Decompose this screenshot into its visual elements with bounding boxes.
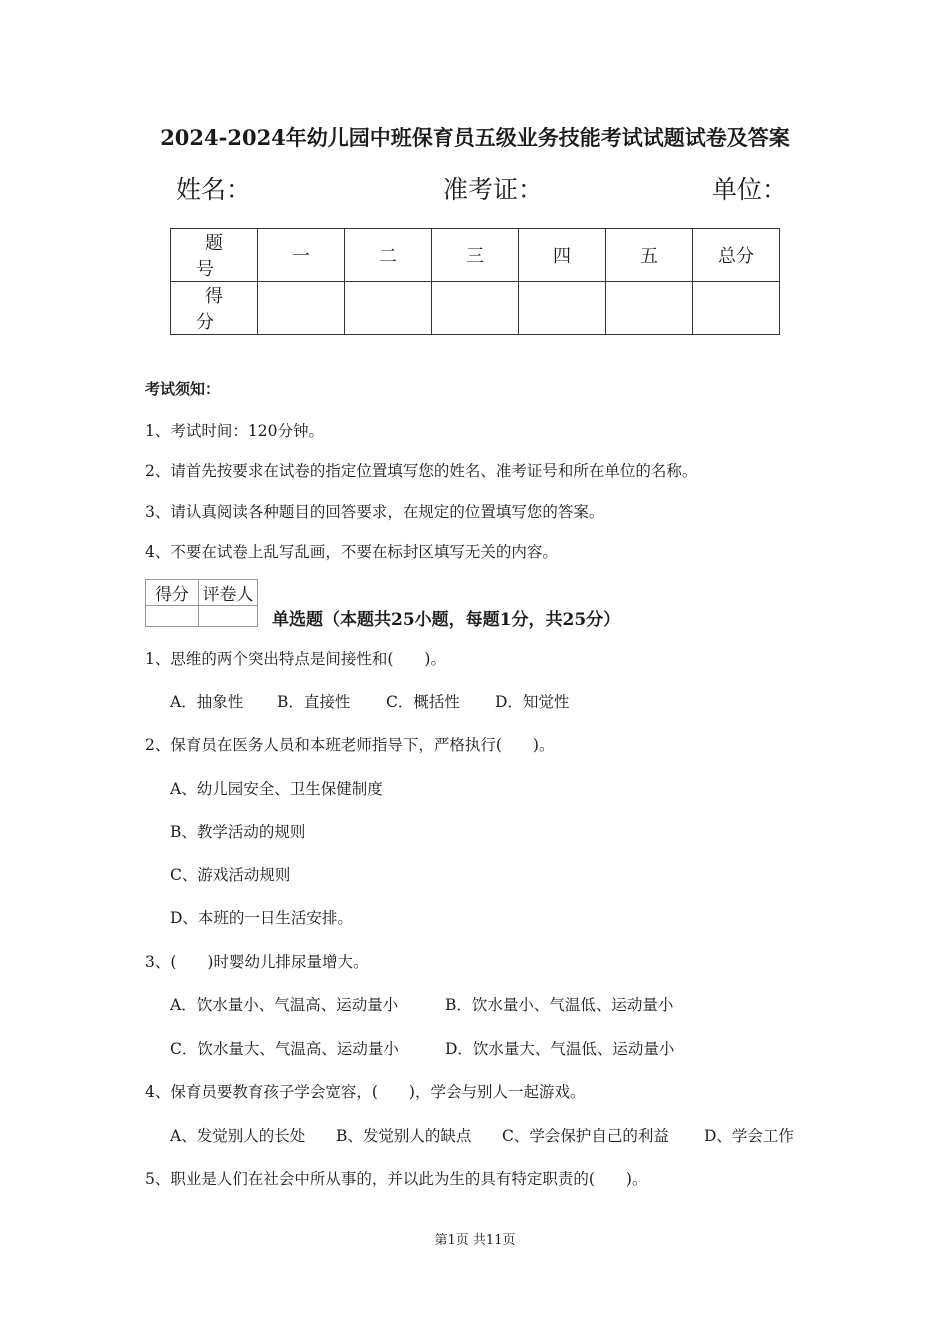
score-table-cell: 五 [606,229,693,282]
question-option: B、发觉别人的缺点 [336,1127,472,1145]
score-table-cell: 四 [519,229,606,282]
question-stem: 3、( )时婴幼儿排尿量增大。 [145,953,369,971]
question-option: C．饮水量大、气温高、运动量小 [170,1040,399,1058]
question-option: B．饮水量小、气温低、运动量小 [445,996,674,1014]
notice-item: 3、请认真阅读各种题目的回答要求，在规定的位置填写您的答案。 [145,503,605,521]
notice-item: 4、不要在试卷上乱写乱画，不要在标封区填写无关的内容。 [145,543,558,561]
score-input-cell[interactable] [693,282,780,335]
question-option: D．饮水量大、气温低、运动量小 [445,1040,675,1058]
page-footer: 第1页 共11页 [434,1233,516,1248]
question-option: D、本班的一日生活安排。 [170,909,353,927]
grader-reviewer-label: 评卷人 [199,580,258,606]
name-field-label: 姓名： [176,175,252,204]
section-title: 单选题（本题共25小题，每题1分，共25分） [272,610,621,630]
notice-title: 考试须知： [145,380,221,398]
question-option: C、游戏活动规则 [170,866,291,884]
score-table-cell: 题号 [171,229,258,282]
grader-box [145,579,258,627]
score-input-cell[interactable] [258,282,345,335]
question-option: B．直接性 [277,693,351,711]
grader-reviewer-cell[interactable] [199,606,258,627]
question-option: C、学会保护自己的利益 [502,1127,669,1145]
notice-item: 2、请首先按要求在试卷的指定位置填写您的姓名、准考证号和所在单位的名称。 [145,462,698,480]
question-option: A．饮水量小、气温高、运动量小 [170,996,399,1014]
question-option: D．知觉性 [495,693,570,711]
question-option: D、学会工作 [704,1127,794,1145]
notice-item: 1、考试时间：120分钟。 [145,422,324,440]
score-table-cell: 二 [345,229,432,282]
score-input-cell[interactable] [606,282,693,335]
question-option: C．概括性 [386,693,460,711]
question-stem: 1、思维的两个突出特点是间接性和( )。 [145,650,446,668]
document-title: 2024-2024年幼儿园中班保育员五级业务技能考试试题试卷及答案 [160,125,790,150]
score-table-cell: 三 [432,229,519,282]
question-stem: 4、保育员要教育孩子学会宽容，( )，学会与别人一起游戏。 [145,1083,586,1101]
score-table [170,228,780,335]
question-stem: 5、职业是人们在社会中所从事的，并以此为生的具有特定职责的( )。 [145,1170,648,1188]
question-option: A、幼儿园安全、卫生保健制度 [170,780,383,798]
score-table-cell: 总分 [693,229,780,282]
question-option: A．抽象性 [170,693,244,711]
score-table-score-row [171,282,780,335]
unit-field-label: 单位： [712,175,788,204]
score-input-cell[interactable] [432,282,519,335]
score-table-cell: 得分 [171,282,258,335]
question-option: B、教学活动的规则 [170,823,306,841]
grader-score-label: 得分 [146,580,199,606]
question-option: A、发觉别人的长处 [170,1127,306,1145]
score-input-cell[interactable] [519,282,606,335]
exam-id-field-label: 准考证： [443,175,544,204]
question-stem: 2、保育员在医务人员和本班老师指导下，严格执行( )。 [145,736,555,754]
score-table-cell: 一 [258,229,345,282]
score-table-header-row [171,229,780,282]
grader-score-cell[interactable] [146,606,199,627]
score-input-cell[interactable] [345,282,432,335]
